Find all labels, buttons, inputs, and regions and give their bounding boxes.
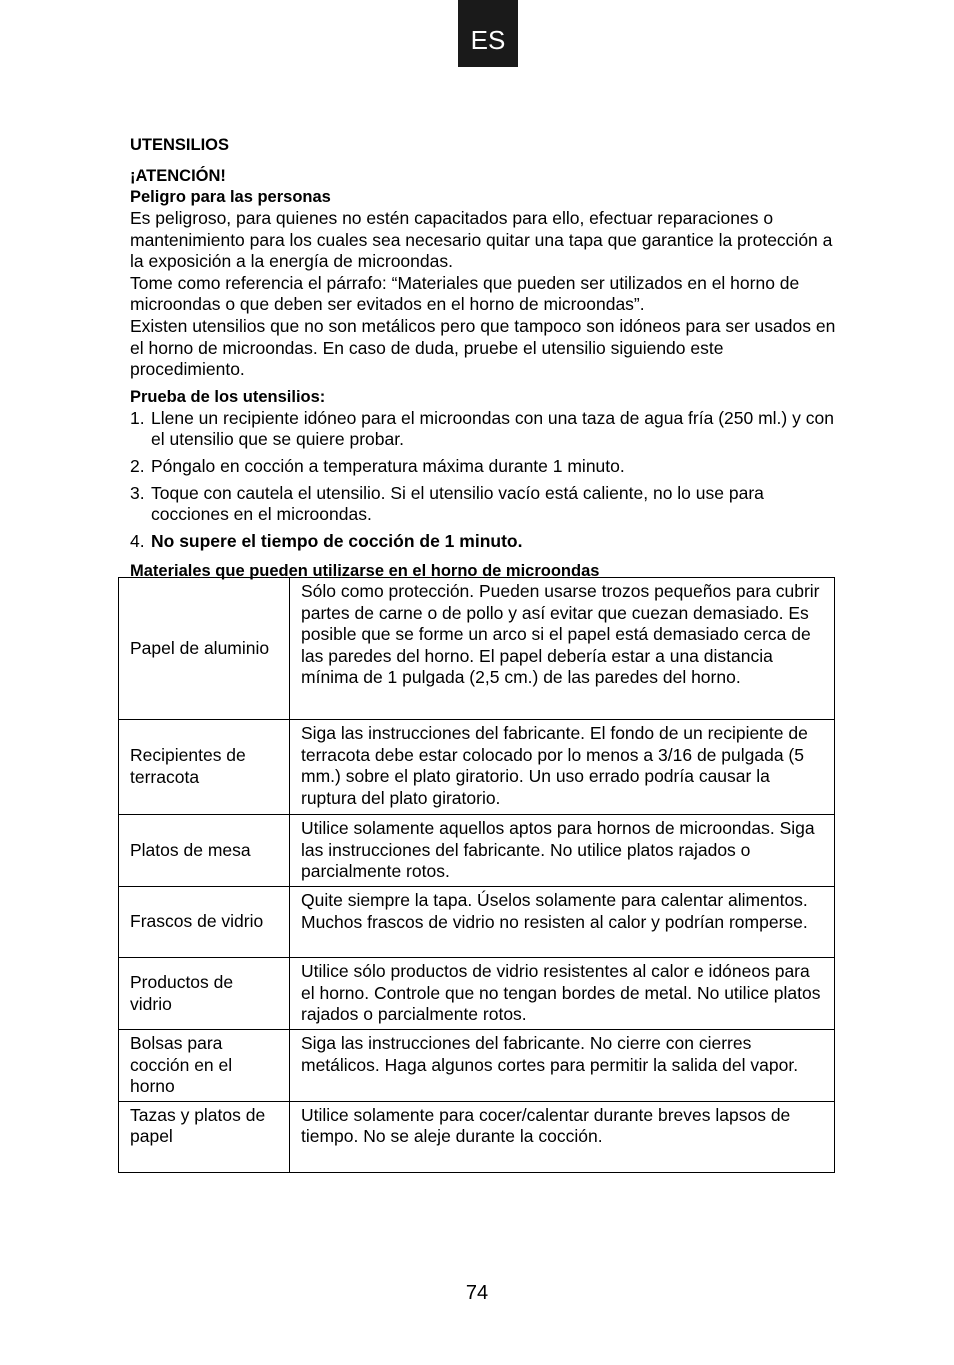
test-title: Prueba de los utensilios: xyxy=(130,387,326,406)
table-row xyxy=(119,1030,835,1102)
step-number: 3. xyxy=(130,482,145,503)
step-number: 2. xyxy=(130,455,145,476)
test-step xyxy=(130,531,836,553)
test-step xyxy=(130,408,836,451)
table-row xyxy=(119,720,835,815)
step-text: No supere el tiempo de cocción de 1 minuto. xyxy=(151,530,523,551)
language-tab xyxy=(458,0,518,67)
step-text: Llene un recipiente idóneo para el microondas con una taza de agua fría (250 ml.) y con el utensilio que se quiere probar. xyxy=(151,407,834,450)
material-description: Sólo como protección. Pueden usarse trozos pequeños para cubrir partes de carne o de pollo y así evitar que cuezan demasiado. Es posible que se forme un arco si el papel está demasiado cerca de las paredes del horno. El papel debería estar a una distancia mínima de 1 pulgada (2,5 cm.) de las paredes del horno. xyxy=(290,578,835,720)
step-number: 1. xyxy=(130,407,145,428)
material-name: Recipientes de terracota xyxy=(119,720,290,815)
material-description: Quite siempre la tapa. Úselos solamente para calentar alimentos. Muchos frascos de vidrio no resisten al calor y podrían romperse. xyxy=(290,887,835,958)
material-name: Productos de vidrio xyxy=(119,958,290,1030)
step-text: Toque con cautela el utensilio. Si el utensilio vacío está caliente, no lo use para cocciones en el microondas. xyxy=(151,482,764,525)
material-name: Papel de aluminio xyxy=(119,578,290,720)
paragraph-utensils: Existen utensilios que no son metálicos pero que tampoco son idóneos para ser usados en el horno de microondas. En caso de duda, pruebe el utensilio siguiendo este procedimiento. xyxy=(130,315,836,380)
step-number: 4. xyxy=(130,530,145,551)
table-row xyxy=(119,815,835,887)
paragraph-reference: Tome como referencia el párrafo: “Materiales que pueden ser utilizados en el horno de microondas o que deben ser evitados en el horno de microondas”. xyxy=(130,272,800,315)
page-number: 74 xyxy=(465,1282,489,1304)
material-description: Utilice solamente para cocer/calentar durante breves lapsos de tiempo. No se aleje durante la cocción. xyxy=(290,1101,835,1172)
language-tab-label: ES xyxy=(470,24,506,55)
table-row xyxy=(119,578,835,720)
paragraph-danger: Es peligroso, para quienes no estén capacitados para ello, efectuar reparaciones o mantenimiento para los cuales sea necesario quitar una tapa que garantice la protección a la exposición a la energía de microondas. xyxy=(130,208,833,272)
material-description: Utilice solamente aquellos aptos para hornos de microondas. Siga las instrucciones del fabricante. No utilice platos rajados o parcialmente rotos. xyxy=(290,815,835,887)
material-description: Siga las instrucciones del fabricante. El fondo de un recipiente de terracota debe estar colocado por lo menos a 3/16 de pulgada (5 mm.) sobre el plato giratorio. Un uso errado podría causar la ruptura del plato giratorio. xyxy=(290,720,835,815)
material-name: Frascos de vidrio xyxy=(119,887,290,958)
test-steps-list xyxy=(130,408,836,553)
table-row xyxy=(119,887,835,958)
main-content xyxy=(130,135,836,582)
material-name: Tazas y platos de papel xyxy=(119,1101,290,1172)
section-title: UTENSILIOS xyxy=(130,136,230,154)
test-step xyxy=(130,456,836,478)
material-name: Bolsas para cocción en el horno xyxy=(119,1030,290,1102)
table-row xyxy=(119,1101,835,1172)
test-step xyxy=(130,483,836,526)
table-row xyxy=(119,958,835,1030)
materials-table xyxy=(118,577,835,1173)
danger-title: Peligro para las personas xyxy=(130,188,331,206)
material-description: Utilice sólo productos de vidrio resistentes al calor e idóneos para el horno. Controle que no tengan bordes de metal. No utilice platos rajados o parcialmente rotos. xyxy=(290,958,835,1030)
material-description: Siga las instrucciones del fabricante. No cierre con cierres metálicos. Haga algunos cortes para permitir la salida del vapor. xyxy=(290,1030,835,1102)
table-title: Materiales que pueden utilizarse en el horno de microondas xyxy=(130,562,600,581)
warning-title: ¡ATENCIÓN! xyxy=(130,167,226,185)
material-name: Platos de mesa xyxy=(119,815,290,887)
step-text: Póngalo en cocción a temperatura máxima durante 1 minuto. xyxy=(151,455,625,476)
